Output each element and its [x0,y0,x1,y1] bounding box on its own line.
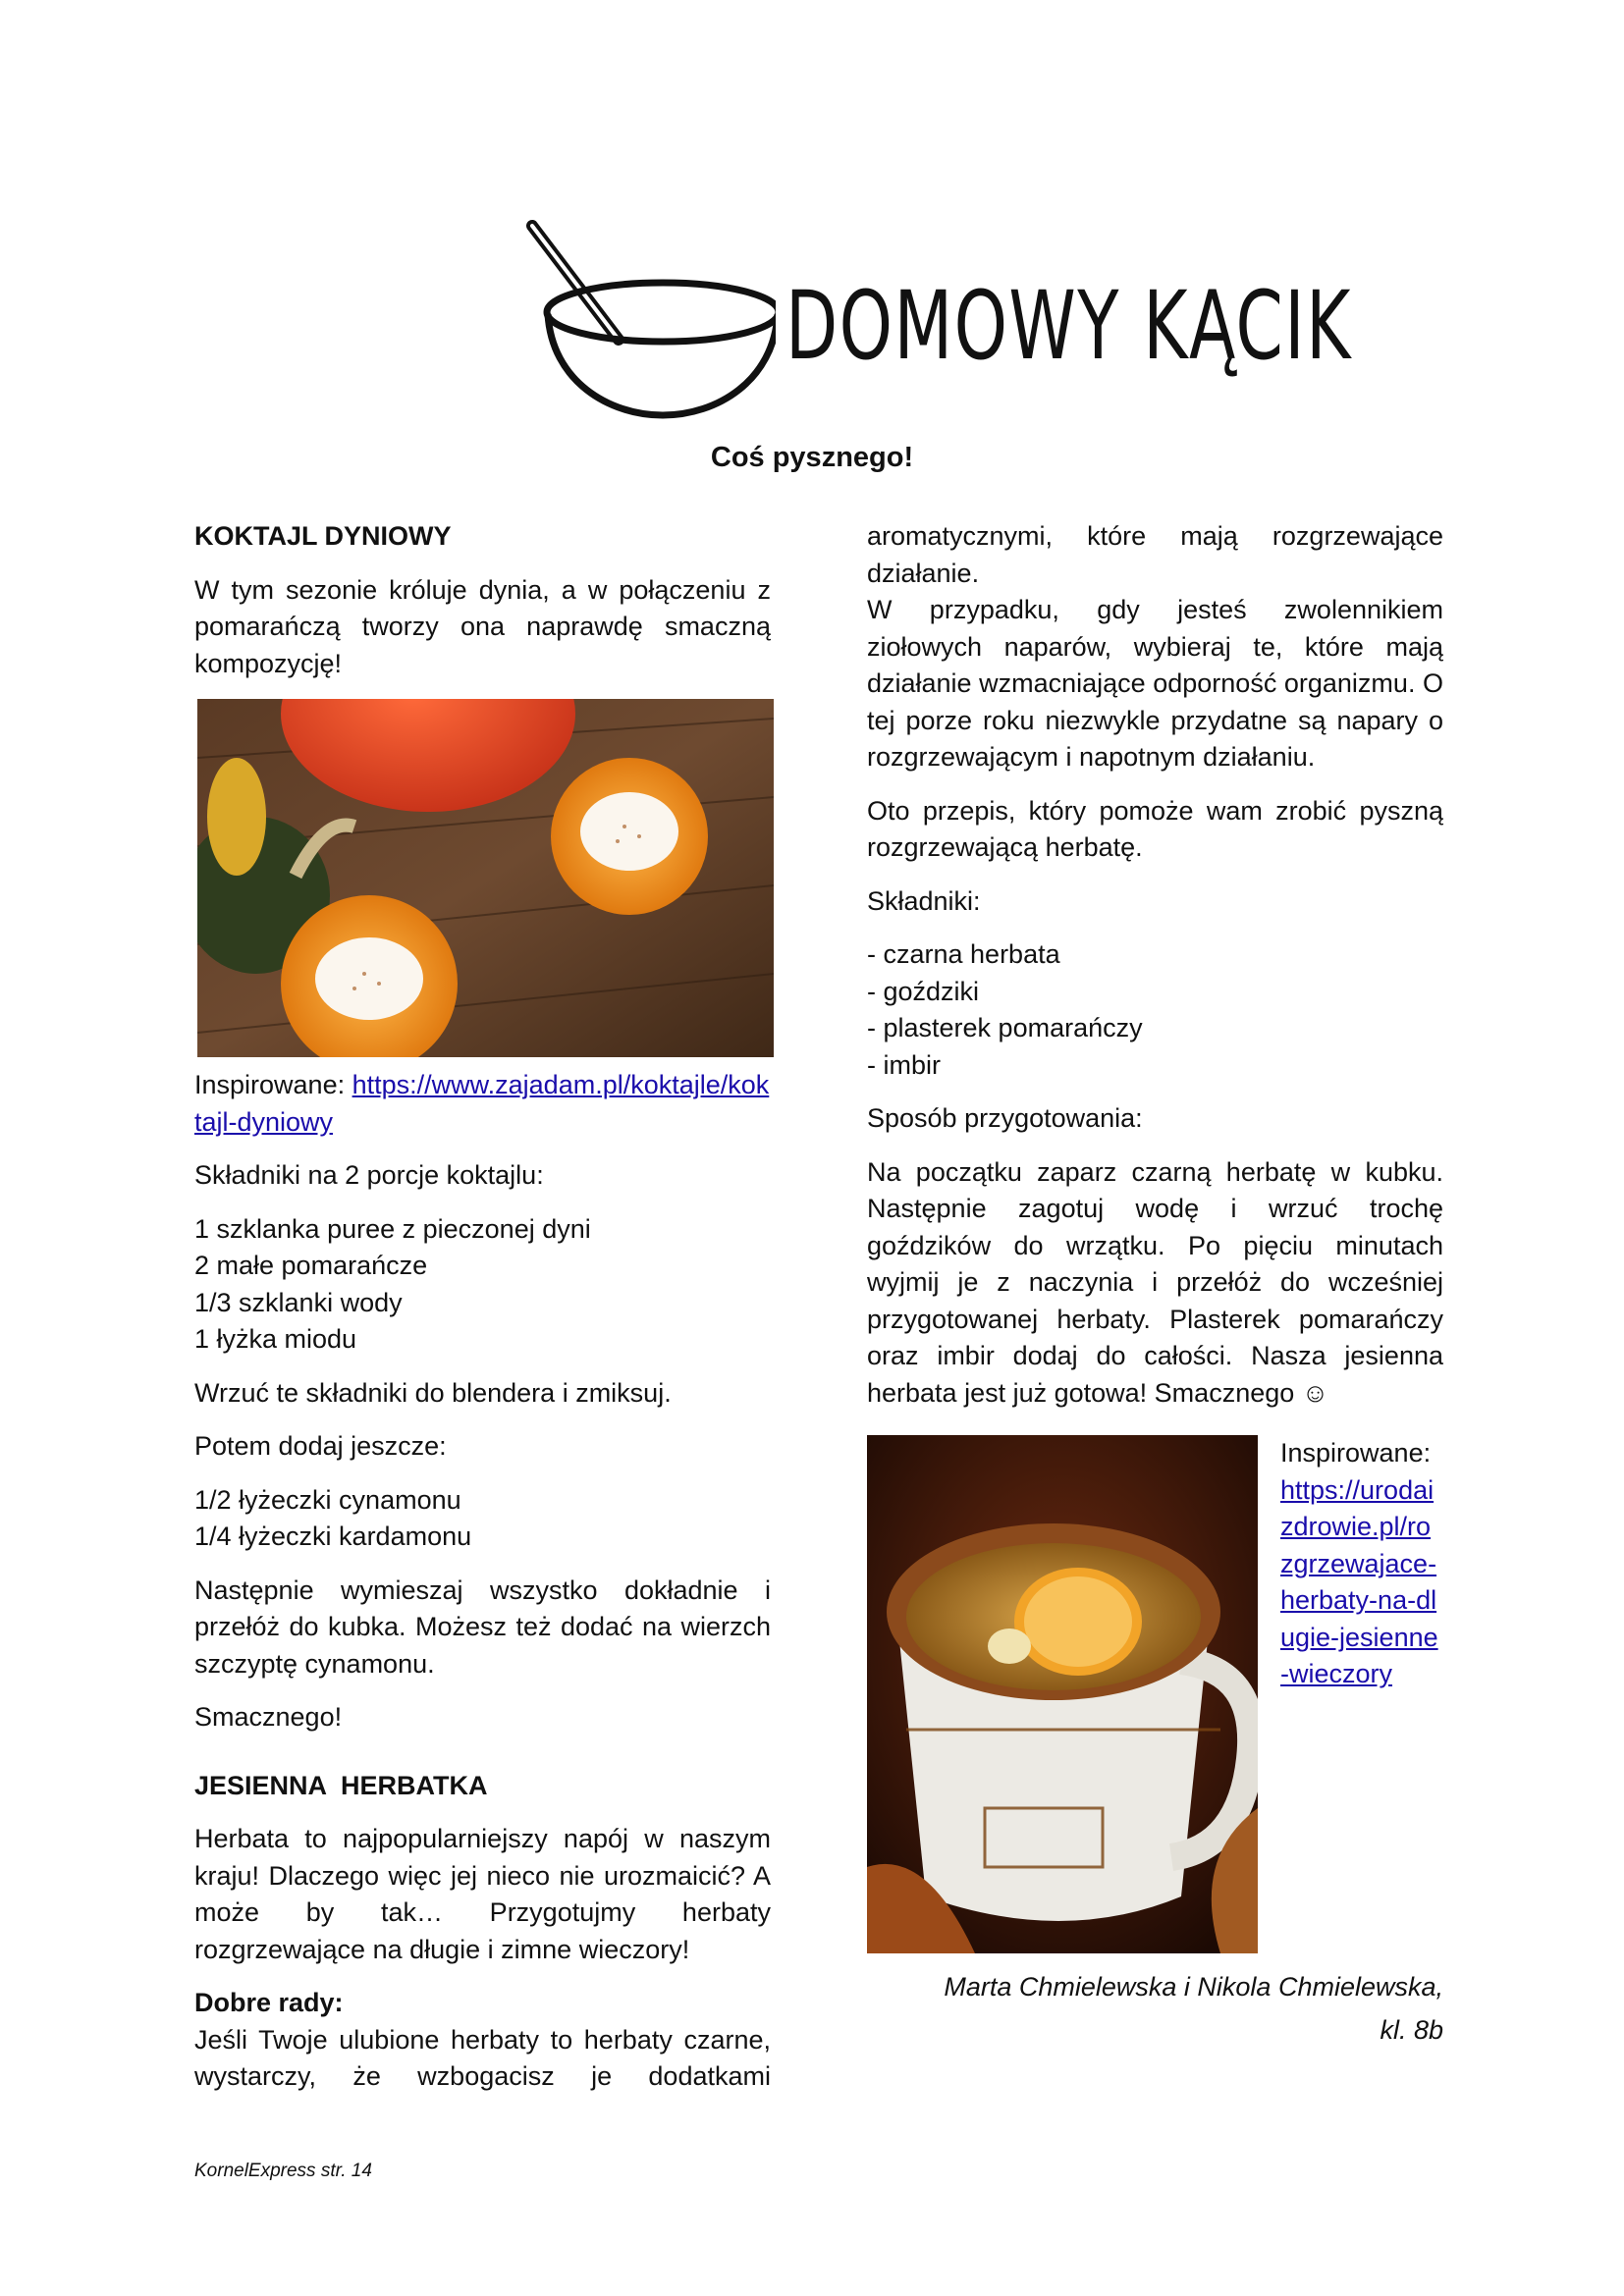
koktajl-extras [194,1482,771,1556]
koktajl-heading: KOKTAJL DYNIOWY [194,521,452,551]
herbatka-method-title: Sposób przygotowania: [867,1103,1143,1133]
herbatka-tips-part1: Jeśli Twoje ulubione herbaty to herbaty czarne, wystarczy, że wzbogacisz je dodatkami [194,2024,771,2091]
bowl-icon [520,214,776,420]
list-item: 1/3 szklanki wody [194,1287,403,1317]
herbatka-heading: JESIENNA HERBATKA [194,1770,488,1800]
list-item: 1/2 łyżeczki cynamonu [194,1484,461,1515]
list-item: 1 szklanka puree z pieczonej dyni [194,1213,591,1244]
tea-section [867,1435,1443,1955]
koktajl-ingredients-title: Składniki na 2 porcje koktajlu: [194,1160,544,1190]
herbatka-recipe-intro: Oto przepis, który pomoże wam zrobić pyszną rozgrzewającą herbatę. [867,795,1443,862]
tea-cup-photo [867,1435,1258,1953]
herbatka-source-link[interactable]: https://urodaizdrowie.pl/rozgrzewajace-herbaty-na-dlugie-jesienne-wieczory [1280,1474,1438,1688]
herbatka-tips-part2: aromatycznymi, które mają rozgrzewające działanie. [867,521,1443,588]
authors [867,1965,1443,2052]
list-item: 2 małe pomarańcze [194,1251,428,1280]
herbatka-source-label: Inspirowane: [1280,1438,1432,1468]
herbatka-ingredients [867,936,1443,1084]
list-item: - goździki [867,976,980,1006]
herbatka-intro: Herbata to najpopularniejszy napój w naszym kraju! Dlaczego więc jej nieco nie urozmaicić? A może by tak… Przygotujmy herbaty rozgrzewające na długie i zimne wieczory! [194,1824,771,1964]
herbatka-tips-part3: W przypadku, gdy jesteś zwolennikiem ziołowych naparów, wybieraj te, które mają działanie wzmacniające odporność organizmu. O tej porze roku niezwykle przydatne są napary o rozgrzewającym i napotnym działaniu. [867,595,1443,772]
page-footer: KornelExpress str. 14 [194,2161,372,2181]
koktajl-step2: Potem dodaj jeszcze: [194,1431,447,1461]
herbatka-source [1280,1435,1443,1693]
herbatka-method: Na początku zaparz czarną herbatę w kubku. Następnie zagotuj wodę i wrzuć trochę goździków do wrzątku. Po pięciu minutach wyjmij je z naczynia i przełóż do wcześniej przygotowanej herbaty. Plasterek pomarańczy oraz imbir dodaj do całości. Nasza jesienna herbata jest już gotowa! Smacznego ☺ [867,1156,1443,1408]
herbatka-tips-title: Dobre rady: [194,1988,344,2017]
koktajl-ingredients [194,1211,771,1359]
logo-text: DOMOWY KĄCIK [785,271,1352,381]
right-column [867,518,1443,2052]
list-item: - plasterek pomarańczy [867,1013,1143,1042]
koktajl-source: Inspirowane: https://www.zajadam.pl/koktajle/koktajl-dyniowy [194,1070,770,1137]
author-class: kl. 8b [1380,2015,1443,2045]
pumpkin-smoothie-photo [197,699,774,1057]
author-names: Marta Chmielewska i Nikola Chmielewska, [944,1972,1443,2002]
herbatka-ingredients-title: Składniki: [867,885,981,916]
left-column [194,518,771,2112]
koktajl-intro: W tym sezonie króluje dynia, a w połączeniu z pomarańczą tworzy ona naprawdę smaczną kompozycję! [194,574,771,678]
list-item: - czarna herbata [867,939,1060,969]
koktajl-step3: Następnie wymieszaj wszystko dokładnie i przełóż do kubka. Możesz też dodać na wierzch szczyptę cynamonu. [194,1575,771,1679]
page-title: Coś pysznego! [710,442,914,473]
koktajl-step1: Wrzuć te składniki do blendera i zmiksuj. [194,1377,672,1408]
koktajl-closing: Smacznego! [194,1702,343,1732]
list-item: 1/4 łyżeczki kardamonu [194,1522,472,1551]
koktajl-source-link[interactable]: https://www.zajadam.pl/koktajle/koktajl-dyniowy [194,1070,770,1137]
logo [520,214,1352,420]
list-item: - imbir [867,1049,941,1080]
list-item: 1 łyżka miodu [194,1324,357,1354]
